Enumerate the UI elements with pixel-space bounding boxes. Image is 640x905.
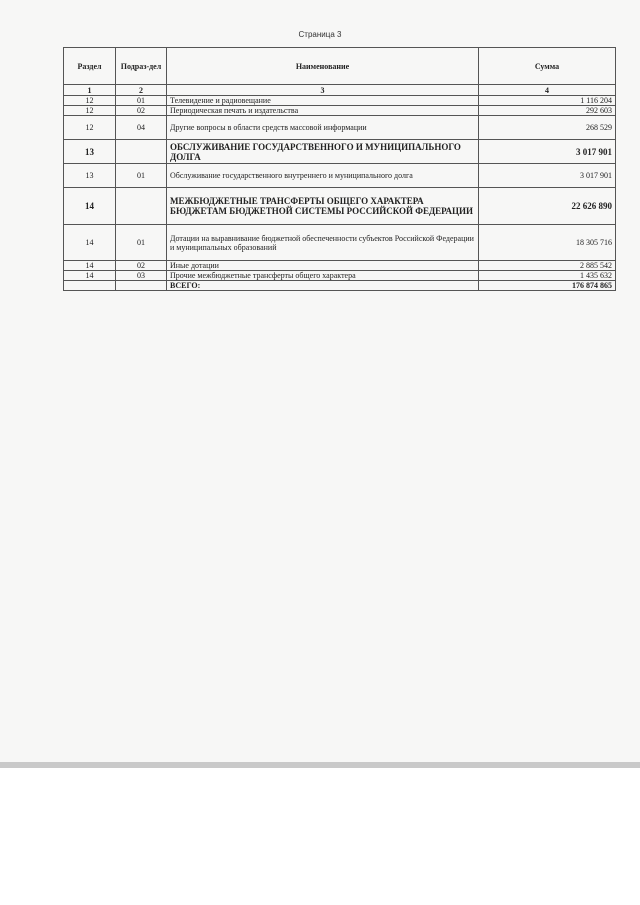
page-label: Страница 3 bbox=[298, 30, 342, 39]
total-row bbox=[64, 281, 616, 291]
cell-name: Дотации на выравнивание бюджетной обеспеченности субъектов Российской Федерации и муниципальных образований bbox=[167, 225, 479, 261]
cell-razdel: 13 bbox=[64, 140, 116, 164]
cell-podrazdel: 04 bbox=[116, 116, 167, 140]
cell-razdel: 13 bbox=[64, 164, 116, 188]
cell-podrazdel bbox=[116, 188, 167, 225]
cell-podrazdel: 01 bbox=[116, 164, 167, 188]
cell-podrazdel: 02 bbox=[116, 261, 167, 271]
cell-sum: 3 017 901 bbox=[479, 164, 616, 188]
table-row bbox=[64, 140, 616, 164]
cell-name: Обслуживание государственного внутреннего и муниципального долга bbox=[167, 164, 479, 188]
cell-razdel: 12 bbox=[64, 116, 116, 140]
scan-edge bbox=[0, 762, 640, 768]
header-podrazdel: Подраз-дел bbox=[116, 48, 167, 85]
cell-podrazdel: 03 bbox=[116, 271, 167, 281]
cell-sum: 1 116 204 bbox=[479, 96, 616, 106]
column-number: 1 bbox=[64, 85, 116, 96]
cell-razdel: 14 bbox=[64, 261, 116, 271]
cell-name: Периодическая печать и издательства bbox=[167, 106, 479, 116]
table-row bbox=[64, 261, 616, 271]
cell-name: Телевидение и радиовещание bbox=[167, 96, 479, 106]
cell-sum: 3 017 901 bbox=[479, 140, 616, 164]
cell-name: Прочие межбюджетные трансферты общего характера bbox=[167, 271, 479, 281]
cell-sum: 268 529 bbox=[479, 116, 616, 140]
table-row bbox=[64, 271, 616, 281]
cell-name: Иные дотации bbox=[167, 261, 479, 271]
budget-table bbox=[63, 47, 616, 291]
cell-podrazdel bbox=[116, 140, 167, 164]
table-row bbox=[64, 106, 616, 116]
column-number: 2 bbox=[116, 85, 167, 96]
cell-name: МЕЖБЮДЖЕТНЫЕ ТРАНСФЕРТЫ ОБЩЕГО ХАРАКТЕРА БЮДЖЕТАМ БЮДЖЕТНОЙ СИСТЕМЫ РОССИЙСКОЙ ФЕДЕРАЦИИ bbox=[167, 188, 479, 225]
cell-sum: 2 885 542 bbox=[479, 261, 616, 271]
table-row bbox=[64, 164, 616, 188]
column-number: 4 bbox=[479, 85, 616, 96]
table-row bbox=[64, 225, 616, 261]
cell-name: Другие вопросы в области средств массовой информации bbox=[167, 116, 479, 140]
header-razdel: Раздел bbox=[64, 48, 116, 85]
cell-empty bbox=[116, 281, 167, 291]
cell-sum: 292 603 bbox=[479, 106, 616, 116]
total-sum: 176 874 865 bbox=[479, 281, 616, 291]
cell-razdel: 14 bbox=[64, 271, 116, 281]
cell-sum: 22 626 890 bbox=[479, 188, 616, 225]
cell-razdel: 12 bbox=[64, 96, 116, 106]
cell-sum: 18 305 716 bbox=[479, 225, 616, 261]
table-row bbox=[64, 96, 616, 106]
column-number: 3 bbox=[167, 85, 479, 96]
header-naimenovanie: Наименование bbox=[167, 48, 479, 85]
cell-podrazdel: 01 bbox=[116, 225, 167, 261]
table-row bbox=[64, 188, 616, 225]
total-label: ВСЕГО: bbox=[167, 281, 479, 291]
cell-razdel: 14 bbox=[64, 225, 116, 261]
cell-razdel: 14 bbox=[64, 188, 116, 225]
cell-razdel: 12 bbox=[64, 106, 116, 116]
cell-podrazdel: 01 bbox=[116, 96, 167, 106]
cell-sum: 1 435 632 bbox=[479, 271, 616, 281]
header-summa: Сумма bbox=[479, 48, 616, 85]
cell-name: ОБСЛУЖИВАНИЕ ГОСУДАРСТВЕННОГО И МУНИЦИПАЛЬНОГО ДОЛГА bbox=[167, 140, 479, 164]
table-row bbox=[64, 116, 616, 140]
cell-podrazdel: 02 bbox=[116, 106, 167, 116]
cell-empty bbox=[64, 281, 116, 291]
